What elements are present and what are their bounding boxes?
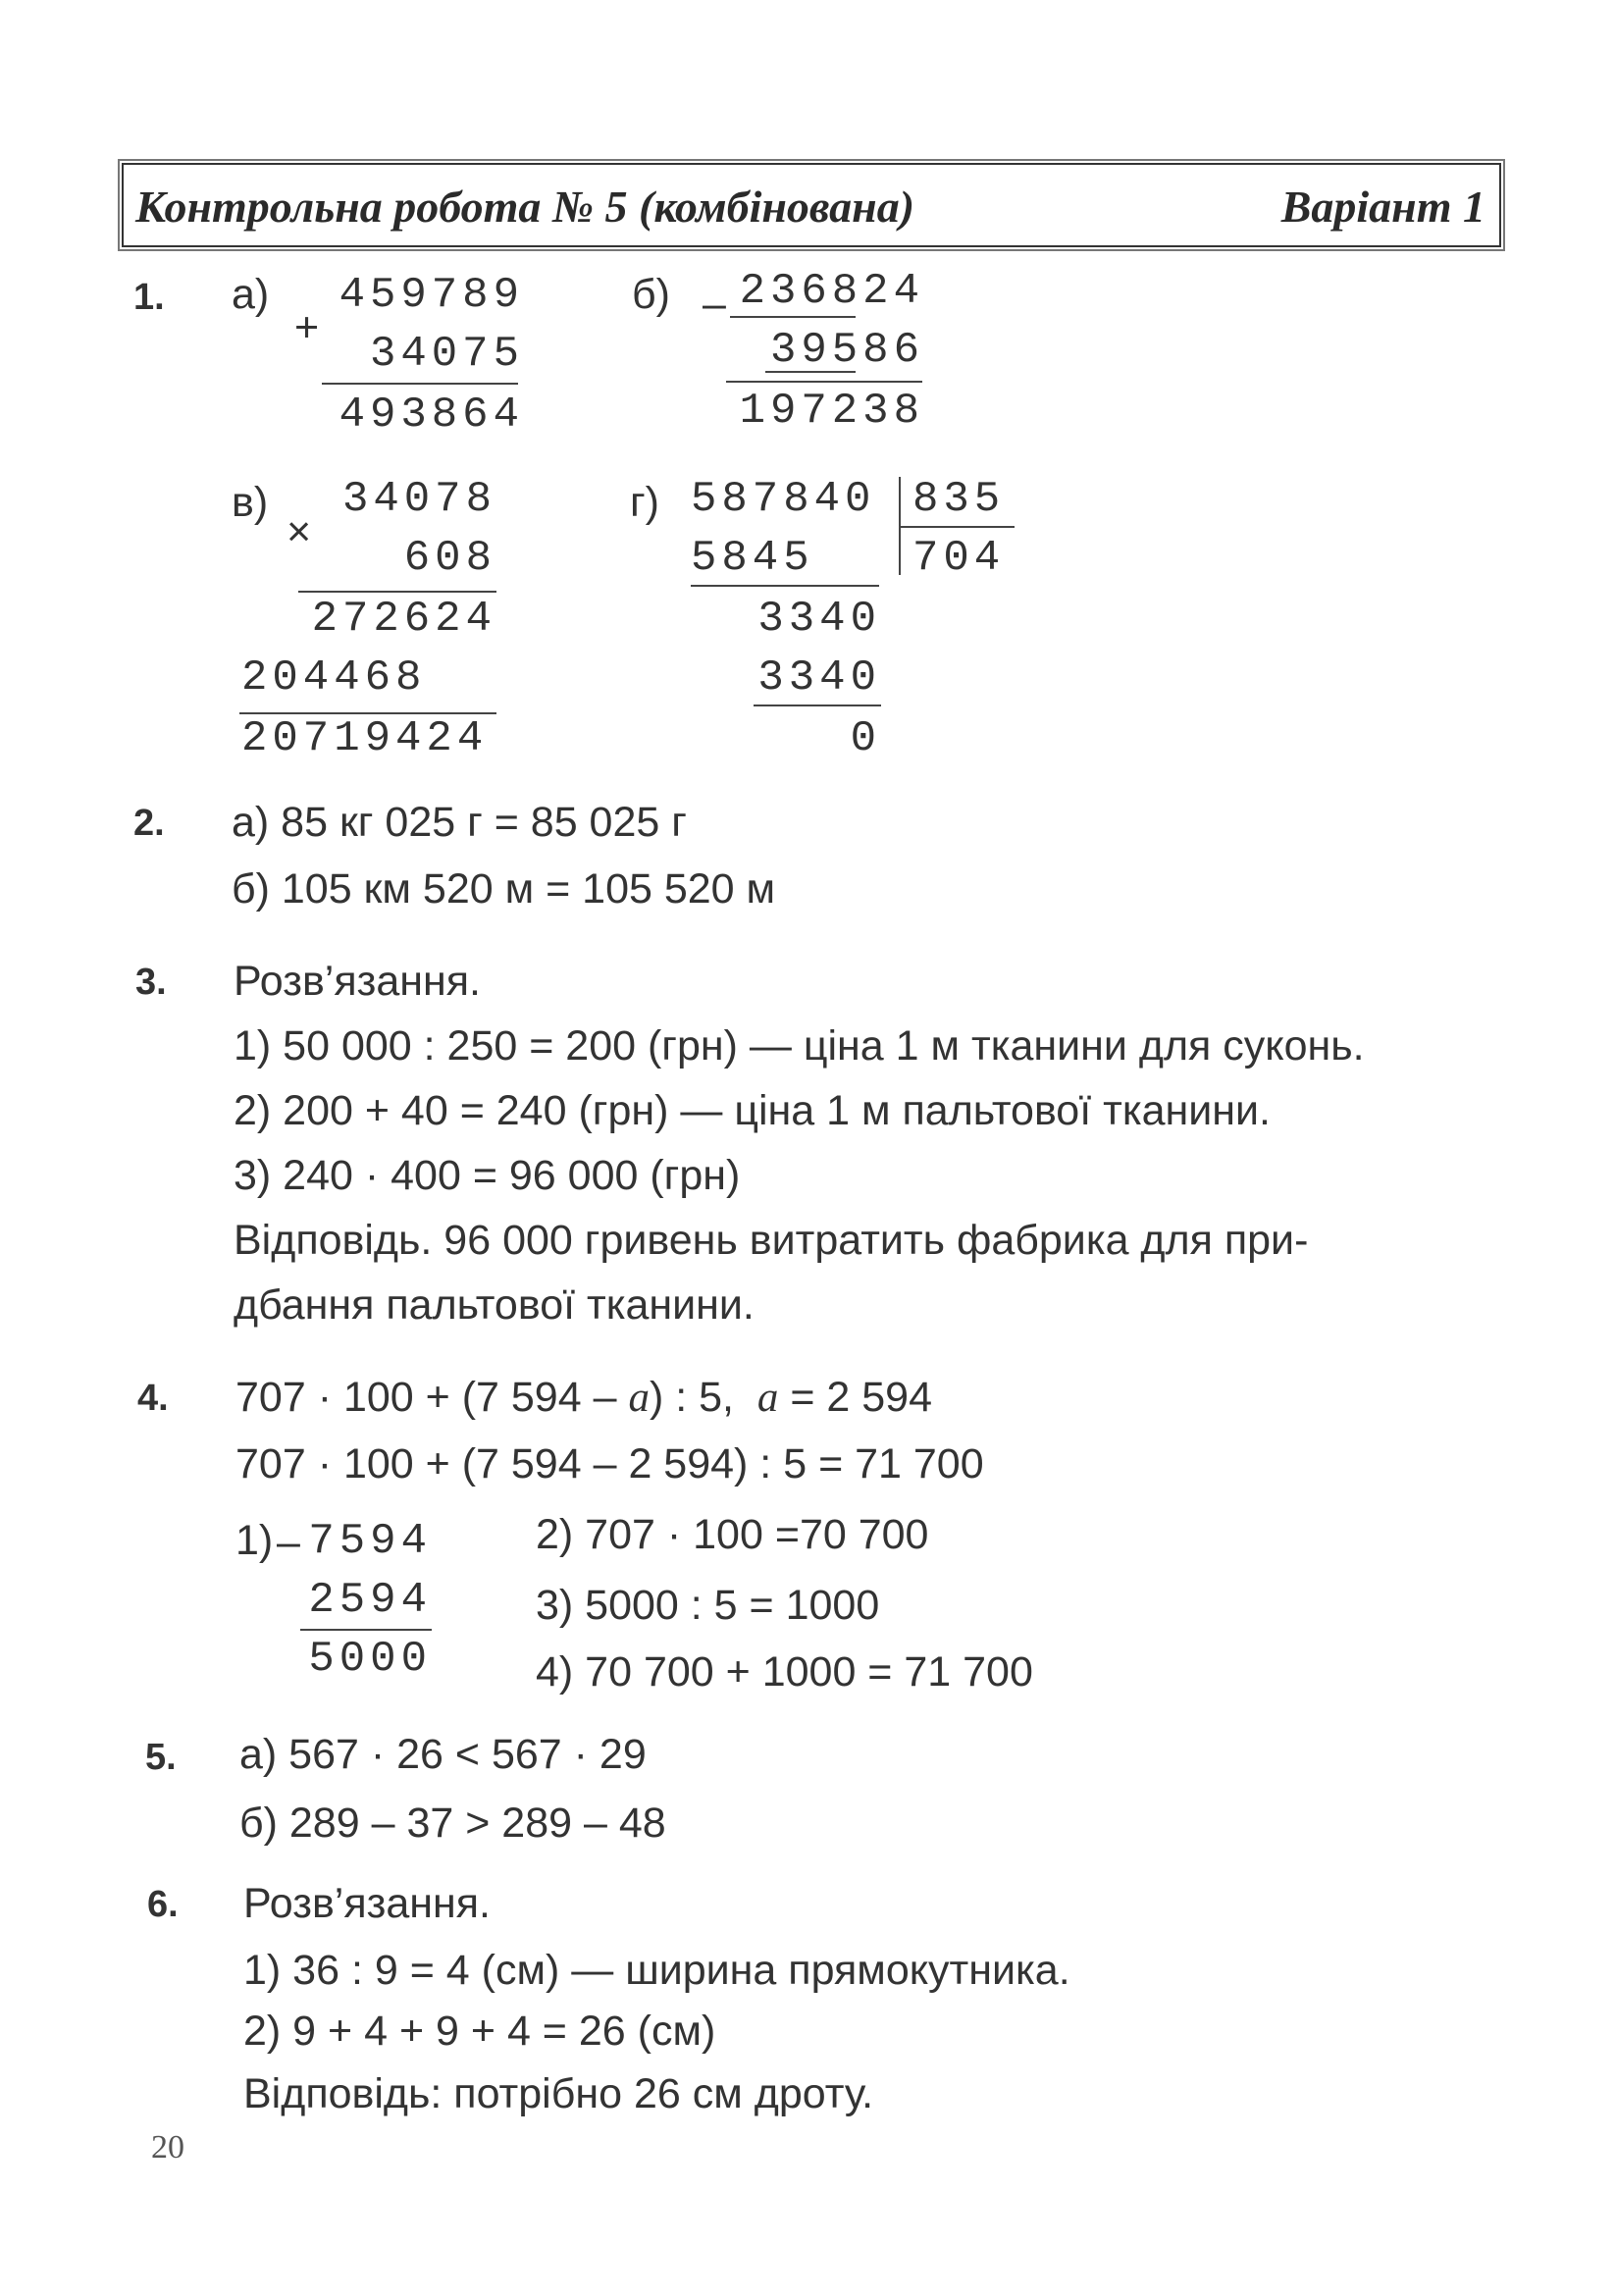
task-line: дбання пальтової тканини. [234,1281,755,1329]
sum-result: 493864 [339,391,524,440]
task-line: 707 · 100 + (7 594 – 2 594) : 5 = 71 700 [235,1440,984,1487]
dividend: 587840 [691,475,876,524]
product-line [298,591,496,593]
task-number: 1. [133,277,165,318]
product-result: 20719424 [241,714,489,763]
task-line: а) 85 кг 025 г = 85 025 г [232,799,687,846]
addend-2: 34075 [369,330,524,379]
subtract-step-1: 5845 [691,534,814,583]
task-line: 3) 240 · 400 = 96 000 (грн) [234,1152,741,1199]
part-a-label: а) [232,271,270,318]
step-line [691,585,879,587]
sum-line [322,383,518,385]
minus-sign: – [277,1519,300,1566]
part-g-label: г) [630,479,660,526]
variant-label: Варіант 1 [1280,182,1485,232]
test-header [122,163,1501,247]
difference-line [300,1629,432,1631]
addend-1: 459789 [339,271,524,320]
borrow-mark [765,371,856,373]
task-number: 3. [135,962,167,1003]
final-remainder: 0 [850,714,881,763]
multiplicand: 34078 [341,475,496,524]
expression-line: 707 · 100 + (7 594 – a) : 5, a = 2 594 [235,1374,933,1421]
quotient-line [899,526,1015,528]
task-number: 5. [145,1737,177,1778]
partial-product-1: 272624 [311,595,496,644]
times-sign: × [287,508,312,555]
multiplier: 608 [403,534,496,583]
partial-product-2: 204468 [241,653,427,703]
task-number: 4. [137,1378,169,1419]
test-title: Контрольна робота № 5 (комбінована) [135,182,915,232]
task-line: 1) 50 000 : 250 = 200 (грн) — ціна 1 м тканини для суконь. [234,1022,1365,1070]
subtrahend: 39586 [769,326,924,375]
task-line: б) 105 км 520 м = 105 520 м [232,865,776,913]
task-number: 2. [133,803,165,844]
divisor: 835 [912,475,1006,524]
part-b-label: б) [632,271,670,318]
minuend: 236824 [739,267,924,316]
step-label: 1) [235,1517,274,1564]
task-line: Відповідь. 96 000 гривень витратить фабрика для при- [234,1217,1309,1264]
task-line: б) 289 – 37 > 289 – 48 [239,1800,666,1847]
remainder-step: 3340 [757,595,881,644]
step-line [754,704,881,706]
step-line: 3) 5000 : 5 = 1000 [536,1582,880,1629]
subtrahend: 2594 [308,1576,432,1625]
task-line: 2) 9 + 4 + 9 + 4 = 26 (см) [243,2008,716,2055]
minuend: 7594 [308,1517,432,1566]
step-line: 4) 70 700 + 1000 = 71 700 [536,1648,1033,1696]
plus-sign: + [294,304,320,351]
page-number: 20 [151,2129,184,2166]
subtract-step-2: 3340 [757,653,881,703]
borrow-mark [730,316,856,318]
task-number: 6. [147,1884,179,1925]
task-line: Розв’язання. [243,1880,491,1927]
task-line: 2) 200 + 40 = 240 (грн) — ціна 1 м пальтової тканини. [234,1087,1271,1134]
minus-sign: – [703,281,726,328]
difference-line [726,381,922,383]
part-v-label: в) [232,479,269,526]
task-line: Відповідь: потрібно 26 см дроту. [243,2070,874,2117]
quotient: 704 [912,534,1006,583]
task-line: Розв’язання. [234,958,481,1005]
step-line: 2) 707 · 100 =70 700 [536,1511,929,1558]
difference-result: 197238 [739,387,924,436]
task-line: 1) 36 : 9 = 4 (см) — ширина прямокутника. [243,1947,1070,1994]
difference-result: 5000 [308,1635,432,1684]
task-line: а) 567 · 26 < 567 · 29 [239,1731,647,1778]
